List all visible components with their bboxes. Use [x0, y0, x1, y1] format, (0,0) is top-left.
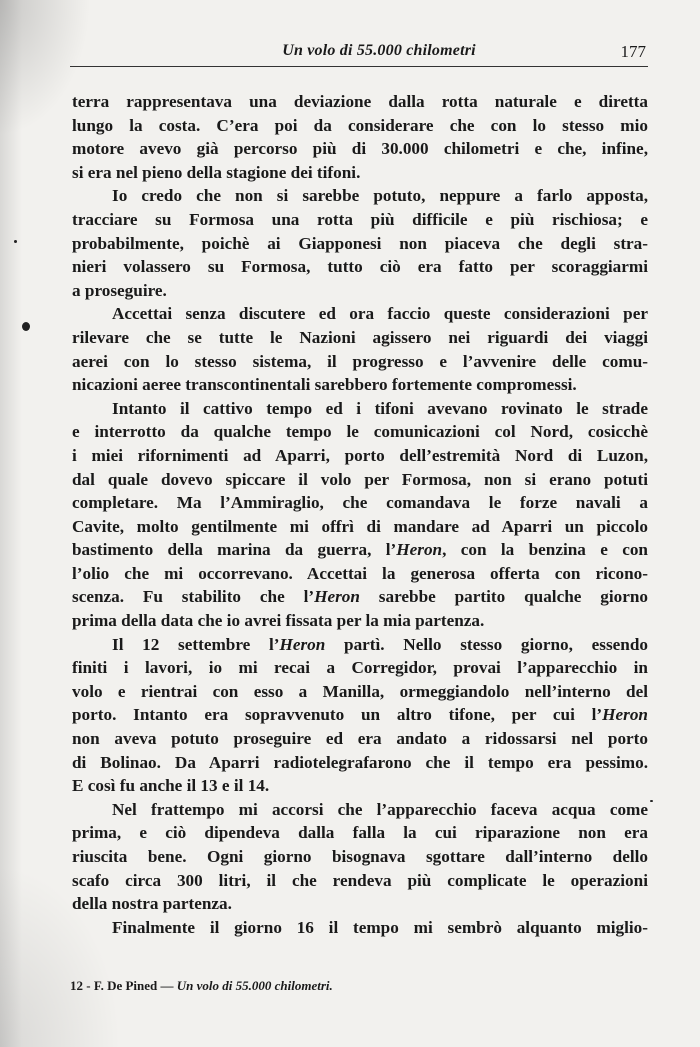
- text-line: Cavite, molto gentilmente mi offrì di mandare ad Aparri un piccolo: [72, 516, 648, 536]
- paragraph: [72, 184, 648, 302]
- text-line: scafo circa 300 litri, il che rendeva più complicate le operazioni: [72, 870, 648, 890]
- text-line: non aveva potuto proseguire ed era andato a ridossarsi nel porto: [72, 729, 648, 749]
- paragraph: [72, 90, 648, 184]
- paragraph: [72, 302, 648, 396]
- paragraph: [72, 798, 648, 916]
- text-line: nieri volassero su Formosa, tutto ciò era fatto per scoraggiarmi: [72, 257, 648, 277]
- paragraph: [72, 633, 648, 798]
- text-line: nicazioni aeree transcontinentali sarebbero fortemente compromessi.: [72, 375, 577, 395]
- text-line: bastimento della marina da guerra, l’Heron, con la benzina e con: [72, 540, 648, 560]
- paragraph: [72, 397, 648, 633]
- text-line: Il 12 settembre l’Heron partì. Nello stesso giorno, essendo: [112, 634, 648, 654]
- text-line: probabilmente, poichè ai Giapponesi non piaceva che degli stra-: [72, 233, 648, 253]
- text-line: finiti i lavori, io mi recai a Corregidor, provai l’apparecchio in: [72, 658, 648, 678]
- text-line: della nostra partenza.: [72, 894, 232, 914]
- text-line: Intanto il cattivo tempo ed i tifoni avevano rovinato le strade: [112, 398, 648, 418]
- paragraph: [72, 916, 648, 940]
- text-line: Nel frattempo mi accorsi che l’apparecchio faceva acqua come: [112, 799, 648, 819]
- text-line: scenza. Fu stabilito che l’Heron sarebbe partito qualche giorno: [72, 587, 649, 607]
- ink-speck: [22, 322, 30, 331]
- text-line: aerei con lo stesso sistema, il progresso e l’avvenire delle comu-: [72, 351, 648, 371]
- text-line: a proseguire.: [72, 280, 167, 300]
- text-line: e interrotto da qualche tempo le comunicazioni col Nord, cosicchè: [72, 422, 648, 442]
- text-line: dal quale dovevo spiccare il volo per Formosa, non si erano potuti: [72, 469, 648, 489]
- text-line: lungo la costa. C’era poi da considerare che con lo stesso mio: [72, 115, 648, 135]
- text-line: i miei rifornimenti ad Aparri, porto dell’estremità Nord di Luzon,: [72, 445, 648, 465]
- text-line: l’olio che mi occorrevano. Accettai la generosa offerta con ricono-: [72, 563, 648, 583]
- text-line: si era nel pieno della stagione dei tifoni.: [72, 162, 361, 182]
- text-line: terra rappresentava una deviazione dalla rotta naturale e diretta: [72, 92, 648, 111]
- footer-separator: —: [160, 978, 174, 993]
- text-line: rilevare che se tutte le Nazioni agissero nei riguardi dei viaggi: [72, 327, 648, 347]
- footer-book-title: Un volo di 55.000 chilometri.: [176, 978, 333, 993]
- page-footer: [70, 978, 333, 994]
- text-line: volo e rientrai con esso a Manilla, ormeggiandolo nell’interno del: [72, 681, 648, 701]
- text-line: tracciare su Formosa una rotta più difficile e più rischiosa; e: [72, 209, 648, 229]
- footer-signature: 12 - F. De Pined: [70, 978, 158, 993]
- body-text: [72, 90, 648, 939]
- running-header: [70, 38, 648, 68]
- text-line: prima della data che io avrei fissata per la mia partenza.: [72, 611, 485, 631]
- text-line: Io credo che non si sarebbe potuto, neppure a farlo apposta,: [112, 186, 648, 206]
- text-line: Accettai senza discutere ed ora faccio queste considerazioni per: [112, 304, 648, 324]
- text-line: porto. Intanto era sopravvenuto un altro tifone, per cui l’Heron: [72, 705, 648, 725]
- text-line: riuscita bene. Ogni giorno bisognava sgottare dall’interno dello: [72, 847, 648, 866]
- text-line: motore avevo già percorso più di 30.000 chilometri e che, infine,: [72, 139, 648, 159]
- ink-speck: [650, 800, 653, 802]
- running-title: Un volo di 55.000 chilometri: [282, 42, 476, 59]
- page-number: 177: [620, 42, 646, 61]
- text-line: E così fu anche il 13 e il 14.: [72, 776, 270, 796]
- text-line: di Bolinao. Da Aparri radiotelegrafarono che il tempo era pessimo.: [72, 752, 648, 772]
- text-line: Finalmente il giorno 16 il tempo mi sembrò alquanto miglio-: [112, 917, 648, 937]
- ink-speck: [14, 240, 17, 243]
- text-line: completare. Ma l’Ammiraglio, che comandava le forze navali a: [72, 493, 648, 513]
- header-rule: [70, 66, 648, 67]
- text-line: prima, e ciò dipendeva dalla falla la cui riparazione non era: [72, 823, 648, 843]
